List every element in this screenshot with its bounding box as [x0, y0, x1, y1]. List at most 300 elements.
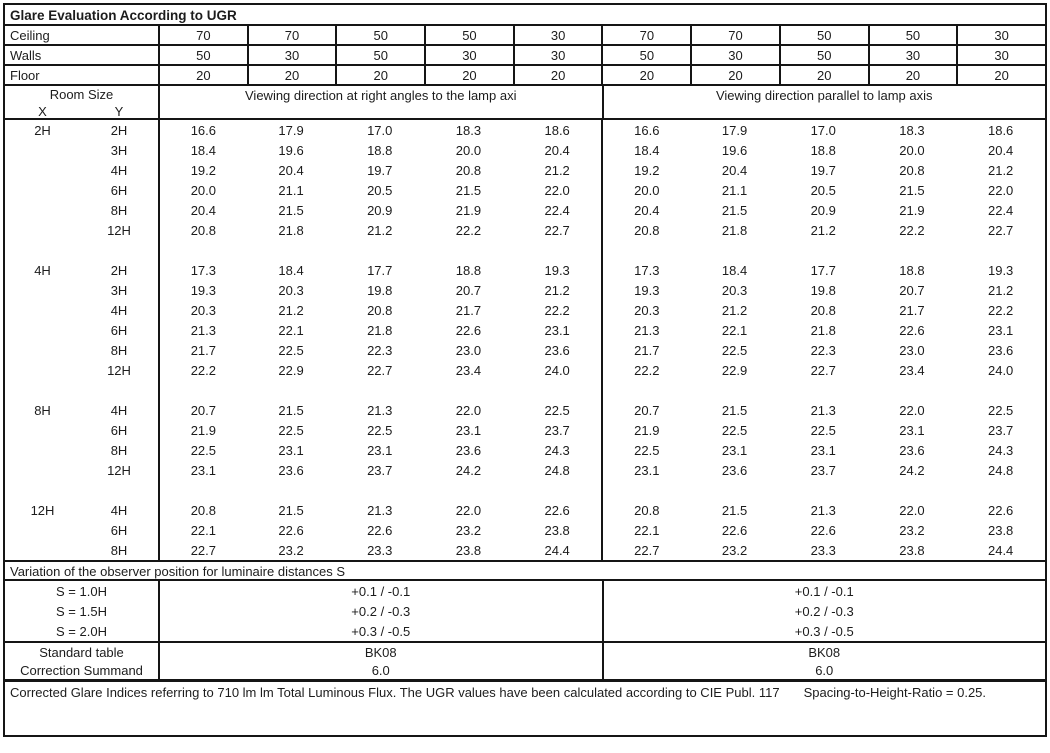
room-y-value: 12H [107, 362, 131, 378]
ugr-value: 22.5 [278, 422, 304, 438]
ugr-value: 22.9 [721, 362, 748, 378]
room-y-value: 2H [110, 262, 128, 278]
reflectance-value: 20 [158, 66, 247, 84]
room-x-value: 12H [30, 502, 55, 518]
ugr-value: 22.4 [544, 202, 570, 218]
ugr-value: 21.7 [899, 302, 925, 318]
ugr-value: 21.5 [278, 402, 304, 418]
ugr-value: 21.3 [367, 402, 393, 418]
summary-left-value: 6.0 [158, 661, 602, 679]
ugr-value: 21.2 [987, 282, 1014, 298]
ugr-value: 20.7 [455, 282, 482, 298]
variation-label: S = 1.5H [56, 603, 107, 619]
ugr-value: 18.4 [158, 140, 247, 160]
ugr-value: 23.1 [721, 442, 748, 458]
ugr-value: 22.4 [987, 202, 1014, 218]
ugr-value: 22.6 [810, 522, 836, 538]
ugr-value: 22.5 [278, 342, 304, 358]
ugr-value: 22.7 [810, 362, 836, 378]
ugr-value: 17.0 [367, 122, 393, 138]
ugr-value: 21.2 [544, 162, 570, 178]
empty-cell [779, 240, 868, 260]
ugr-row [5, 300, 1045, 320]
ugr-values-body [5, 120, 1045, 562]
ugr-value: 18.8 [810, 142, 836, 158]
ugr-value: 24.2 [899, 462, 925, 478]
ugr-value: 21.5 [721, 402, 748, 418]
reflectance-value: 20 [601, 66, 690, 84]
empty-cell [335, 240, 424, 260]
ugr-value: 21.5 [278, 502, 304, 518]
variation-heading: Variation of the observer position for luminaire distances S [5, 562, 1045, 581]
empty-cell [868, 480, 957, 500]
ugr-value: 24.4 [987, 542, 1014, 558]
reflectance-value: 30 [956, 46, 1045, 64]
reflectance-value: 50 [158, 46, 247, 64]
room-size-axes [5, 103, 158, 120]
ugr-row [5, 220, 1045, 240]
ugr-value: 21.3 [810, 502, 836, 518]
reflectance-value: 50 [335, 46, 424, 64]
ugr-value: 23.7 [544, 422, 570, 438]
ugr-value: 21.2 [987, 162, 1014, 178]
ugr-value: 23.4 [455, 362, 482, 378]
variation-left-value: +0.1 / -0.1 [158, 581, 602, 601]
summary-left-value: BK08 [158, 643, 602, 661]
ugr-value: 19.2 [158, 160, 247, 180]
room-x-value: 8H [34, 402, 51, 418]
reflectance-value: 70 [158, 26, 247, 44]
ugr-value: 21.2 [810, 222, 836, 238]
summary-row [5, 661, 1045, 679]
ugr-value: 17.7 [367, 262, 393, 278]
footnote-ratio: Spacing-to-Height-Ratio = 0.25. [803, 685, 987, 700]
room-size-label: Room Size [49, 87, 114, 102]
ugr-value: 18.8 [455, 262, 482, 278]
ugr-value: 23.6 [987, 342, 1014, 358]
variation-right-value: +0.1 / -0.1 [602, 581, 1046, 601]
room-y-value: 3H [110, 142, 128, 158]
ugr-value: 19.3 [987, 262, 1014, 278]
room-y-value: 4H [110, 402, 128, 418]
variation-left-value: +0.3 / -0.5 [158, 621, 602, 641]
ugr-value: 18.8 [367, 142, 393, 158]
room-x-value [5, 300, 80, 320]
empty-cell [690, 480, 779, 500]
ugr-value: 21.9 [601, 420, 690, 440]
ugr-value: 23.3 [810, 542, 836, 558]
ugr-value: 21.8 [810, 322, 836, 338]
ugr-value: 21.8 [278, 222, 304, 238]
ugr-row [5, 540, 1045, 560]
reflectance-value: 20 [335, 66, 424, 84]
reflectance-value: 70 [247, 26, 336, 44]
empty-cell [779, 380, 868, 400]
empty-cell [335, 380, 424, 400]
ugr-value: 24.4 [544, 542, 570, 558]
room-y-value: 6H [110, 182, 128, 198]
ugr-value: 20.5 [367, 182, 393, 198]
room-y-value: 8H [110, 202, 128, 218]
ugr-value: 22.3 [810, 342, 836, 358]
x-axis-label: X [38, 104, 47, 119]
ugr-value: 19.8 [810, 282, 836, 298]
ugr-value: 20.0 [601, 180, 690, 200]
reflectance-value: 30 [424, 46, 513, 64]
ugr-value: 20.8 [601, 500, 690, 520]
room-x-value [5, 180, 80, 200]
ugr-value: 23.2 [278, 542, 304, 558]
room-x-value [5, 520, 80, 540]
ugr-value: 20.4 [721, 162, 748, 178]
ugr-value: 21.5 [278, 202, 304, 218]
room-x-value [5, 460, 80, 480]
room-x-value [5, 200, 80, 220]
reflectance-value: 50 [779, 26, 868, 44]
ugr-value: 22.6 [367, 522, 393, 538]
ugr-value: 23.1 [278, 442, 304, 458]
summary-right-value: 6.0 [602, 661, 1046, 679]
ugr-value: 18.4 [278, 262, 304, 278]
y-axis-label: Y [114, 104, 124, 119]
ugr-row [5, 340, 1045, 360]
ugr-value: 20.4 [158, 200, 247, 220]
ugr-value: 19.3 [544, 262, 570, 278]
ugr-value: 20.4 [278, 162, 304, 178]
variation-right-value: +0.3 / -0.5 [602, 621, 1046, 641]
ugr-value: 21.1 [721, 182, 748, 198]
ugr-value: 18.6 [987, 122, 1014, 138]
ugr-value: 23.6 [278, 462, 304, 478]
ugr-value: 22.1 [601, 520, 690, 540]
empty-cell [513, 380, 602, 400]
right-section-header: Viewing direction parallel to lamp axis [602, 86, 1046, 120]
ugr-value: 22.6 [544, 502, 570, 518]
empty-cell [424, 480, 513, 500]
reflectance-value: 20 [424, 66, 513, 84]
page-title: Glare Evaluation According to UGR [5, 5, 1045, 26]
room-x-value [5, 420, 80, 440]
ugr-row [5, 360, 1045, 380]
ugr-value: 19.6 [721, 142, 748, 158]
footnote-main: Corrected Glare Indices referring to 710 lm lm Total Luminous Flux. The UGR values have been calculated according to CIE Publ. 117 [10, 685, 780, 700]
room-x-value [5, 440, 80, 460]
ugr-value: 21.9 [158, 420, 247, 440]
ugr-value: 20.8 [810, 302, 836, 318]
empty-cell [158, 380, 247, 400]
ugr-value: 16.6 [601, 120, 690, 140]
room-y-value: 3H [110, 282, 128, 298]
ugr-value: 20.7 [601, 400, 690, 420]
ugr-value: 21.7 [455, 302, 482, 318]
reflectance-value: 30 [513, 26, 602, 44]
ugr-value: 21.9 [455, 202, 482, 218]
ugr-value: 24.8 [987, 462, 1014, 478]
ugr-value: 20.9 [810, 202, 836, 218]
empty-cell [956, 240, 1045, 260]
reflectance-value: 30 [690, 46, 779, 64]
room-y-value: 4H [110, 302, 128, 318]
ugr-row [5, 460, 1045, 480]
ugr-value: 24.0 [544, 362, 570, 378]
ugr-value: 21.7 [158, 340, 247, 360]
ugr-value: 20.5 [810, 182, 836, 198]
ugr-value: 22.2 [158, 360, 247, 380]
ugr-value: 23.7 [810, 462, 836, 478]
ugr-value: 18.3 [899, 122, 925, 138]
ugr-value: 22.2 [455, 222, 482, 238]
room-x-value [5, 360, 80, 380]
room-x-value: 2H [34, 122, 51, 138]
reflectance-value: 30 [956, 26, 1045, 44]
ugr-value: 16.6 [158, 120, 247, 140]
ugr-value: 21.8 [721, 222, 748, 238]
reflectance-row [5, 46, 1045, 66]
ugr-value: 21.5 [721, 502, 748, 518]
room-y-value: 8H [110, 542, 128, 558]
room-y-value: 8H [110, 442, 128, 458]
ugr-value: 22.5 [367, 422, 393, 438]
ugr-value: 22.6 [899, 322, 925, 338]
empty-cell [956, 380, 1045, 400]
ugr-value: 20.8 [367, 302, 393, 318]
ugr-value: 19.2 [601, 160, 690, 180]
ugr-value: 21.1 [278, 182, 304, 198]
room-y-value: 8H [110, 342, 128, 358]
ugr-value: 17.7 [810, 262, 836, 278]
ugr-value: 20.8 [601, 220, 690, 240]
ugr-value: 20.0 [158, 180, 247, 200]
ugr-value: 18.6 [544, 122, 570, 138]
ugr-value: 19.7 [367, 162, 393, 178]
ugr-value: 20.7 [899, 282, 925, 298]
empty-cell [513, 240, 602, 260]
room-y-value: 6H [110, 422, 128, 438]
ugr-value: 23.1 [987, 322, 1014, 338]
spacer-row [5, 480, 1045, 500]
room-y-value: 12H [107, 222, 131, 238]
empty-cell [158, 240, 247, 260]
ugr-value: 19.3 [158, 280, 247, 300]
empty-cell [80, 480, 158, 500]
empty-cell [80, 380, 158, 400]
reflectance-value: 20 [779, 66, 868, 84]
ugr-value: 22.1 [278, 322, 304, 338]
left-section-header: Viewing direction at right angles to the lamp axi [158, 86, 602, 120]
reflectance-row [5, 66, 1045, 86]
ugr-value: 22.7 [367, 362, 393, 378]
spacer-row [5, 240, 1045, 260]
empty-cell [80, 240, 158, 260]
ugr-value: 20.8 [455, 162, 482, 178]
ugr-value: 22.5 [987, 402, 1014, 418]
reflectance-value: 20 [247, 66, 336, 84]
ugr-value: 24.0 [987, 362, 1014, 378]
ugr-row [5, 180, 1045, 200]
reflectance-value: 20 [513, 66, 602, 84]
ugr-value: 21.3 [158, 320, 247, 340]
reflectance-value: 30 [513, 46, 602, 64]
spacer-row [5, 380, 1045, 400]
variation-rows [5, 581, 1045, 643]
ugr-value: 22.5 [544, 402, 570, 418]
ugr-value: 21.7 [601, 340, 690, 360]
ugr-value: 17.3 [158, 260, 247, 280]
ugr-value: 23.1 [367, 442, 393, 458]
empty-cell [868, 240, 957, 260]
empty-cell [601, 380, 690, 400]
ugr-value: 22.0 [455, 402, 482, 418]
ugr-value: 24.3 [987, 442, 1014, 458]
ugr-value: 22.5 [601, 440, 690, 460]
variation-row [5, 621, 1045, 641]
ugr-value: 23.6 [899, 442, 925, 458]
ugr-row [5, 140, 1045, 160]
ugr-value: 17.9 [721, 122, 748, 138]
ugr-value: 22.0 [987, 182, 1014, 198]
reflectance-row-label: Floor [10, 67, 40, 83]
footnote [5, 679, 1045, 735]
empty-cell [5, 240, 80, 260]
room-y-value: 6H [110, 522, 128, 538]
room-y-value: 12H [107, 462, 131, 478]
ugr-value: 23.2 [899, 522, 925, 538]
ugr-value: 23.8 [987, 522, 1014, 538]
reflectance-row-label: Walls [10, 47, 42, 63]
ugr-row [5, 500, 1045, 520]
ugr-value: 20.0 [455, 142, 482, 158]
empty-cell [335, 480, 424, 500]
variation-label: S = 2.0H [56, 623, 107, 639]
ugr-value: 21.2 [367, 222, 393, 238]
ugr-value: 22.6 [278, 522, 304, 538]
empty-cell [601, 480, 690, 500]
ugr-value: 22.2 [987, 302, 1014, 318]
ugr-value: 23.4 [899, 362, 925, 378]
room-x-value [5, 340, 80, 360]
reflectance-value: 50 [779, 46, 868, 64]
room-y-value: 4H [110, 502, 128, 518]
ugr-value: 22.6 [987, 502, 1014, 518]
ugr-value: 22.1 [158, 520, 247, 540]
room-x-value [5, 220, 80, 240]
reflectance-rows [5, 26, 1045, 86]
ugr-value: 23.1 [544, 322, 570, 338]
ugr-value: 22.0 [544, 182, 570, 198]
ugr-value: 21.5 [721, 202, 748, 218]
ugr-value: 24.2 [455, 462, 482, 478]
ugr-value: 23.2 [721, 542, 748, 558]
reflectance-value: 70 [601, 26, 690, 44]
ugr-value: 24.8 [544, 462, 570, 478]
empty-cell [424, 380, 513, 400]
reflectance-value: 30 [868, 46, 957, 64]
ugr-value: 20.8 [158, 500, 247, 520]
empty-cell [956, 480, 1045, 500]
empty-cell [690, 380, 779, 400]
ugr-value: 23.6 [455, 442, 482, 458]
ugr-value: 22.0 [899, 402, 925, 418]
ugr-value: 21.3 [810, 402, 836, 418]
variation-left-value: +0.2 / -0.3 [158, 601, 602, 621]
summary-label: Correction Summand [20, 662, 143, 678]
reflectance-value: 50 [868, 26, 957, 44]
ugr-value: 21.2 [721, 302, 748, 318]
ugr-value: 22.2 [899, 222, 925, 238]
ugr-value: 22.9 [278, 362, 304, 378]
ugr-value: 20.3 [601, 300, 690, 320]
ugr-value: 21.3 [601, 320, 690, 340]
ugr-value: 22.5 [721, 342, 748, 358]
ugr-value: 19.7 [810, 162, 836, 178]
ugr-row [5, 420, 1045, 440]
empty-cell [690, 240, 779, 260]
room-size-header [5, 86, 158, 120]
reflectance-value: 20 [868, 66, 957, 84]
ugr-value: 19.8 [367, 282, 393, 298]
ugr-row [5, 440, 1045, 460]
room-x-value [5, 320, 80, 340]
ugr-value: 23.8 [455, 542, 482, 558]
ugr-value: 20.3 [278, 282, 304, 298]
ugr-value: 21.3 [367, 502, 393, 518]
ugr-value: 22.5 [158, 440, 247, 460]
ugr-value: 22.6 [721, 522, 748, 538]
summary-rows [5, 643, 1045, 679]
reflectance-row-label: Ceiling [10, 27, 50, 43]
ugr-value: 22.5 [721, 422, 748, 438]
ugr-value: 18.4 [601, 140, 690, 160]
variation-row [5, 601, 1045, 621]
ugr-value: 18.3 [455, 122, 482, 138]
ugr-value: 23.6 [721, 462, 748, 478]
ugr-value: 22.1 [721, 322, 748, 338]
ugr-value: 23.1 [899, 422, 925, 438]
ugr-value: 21.2 [544, 282, 570, 298]
ugr-value: 22.2 [544, 302, 570, 318]
ugr-value: 23.7 [367, 462, 393, 478]
ugr-value: 22.7 [987, 222, 1014, 238]
ugr-value: 20.3 [158, 300, 247, 320]
reflectance-row [5, 26, 1045, 46]
ugr-value: 22.0 [899, 502, 925, 518]
ugr-value: 24.3 [544, 442, 570, 458]
ugr-value: 23.1 [455, 422, 482, 438]
ugr-value: 18.8 [899, 262, 925, 278]
reflectance-value: 50 [424, 26, 513, 44]
empty-cell [247, 480, 336, 500]
ugr-value: 21.5 [455, 182, 482, 198]
ugr-value: 17.9 [278, 122, 304, 138]
empty-cell [868, 380, 957, 400]
ugr-value: 20.0 [899, 142, 925, 158]
ugr-value: 20.4 [601, 200, 690, 220]
ugr-row [5, 320, 1045, 340]
variation-row [5, 581, 1045, 601]
ugr-value: 22.7 [158, 540, 247, 560]
room-x-value [5, 540, 80, 560]
variation-right-value: +0.2 / -0.3 [602, 601, 1046, 621]
ugr-value: 22.0 [455, 502, 482, 518]
empty-cell [158, 480, 247, 500]
ugr-value: 18.4 [721, 262, 748, 278]
empty-cell [247, 240, 336, 260]
ugr-value: 21.9 [899, 202, 925, 218]
room-x-value [5, 280, 80, 300]
ugr-value: 20.4 [987, 142, 1014, 158]
ugr-row [5, 260, 1045, 280]
room-x-value: 4H [34, 262, 51, 278]
